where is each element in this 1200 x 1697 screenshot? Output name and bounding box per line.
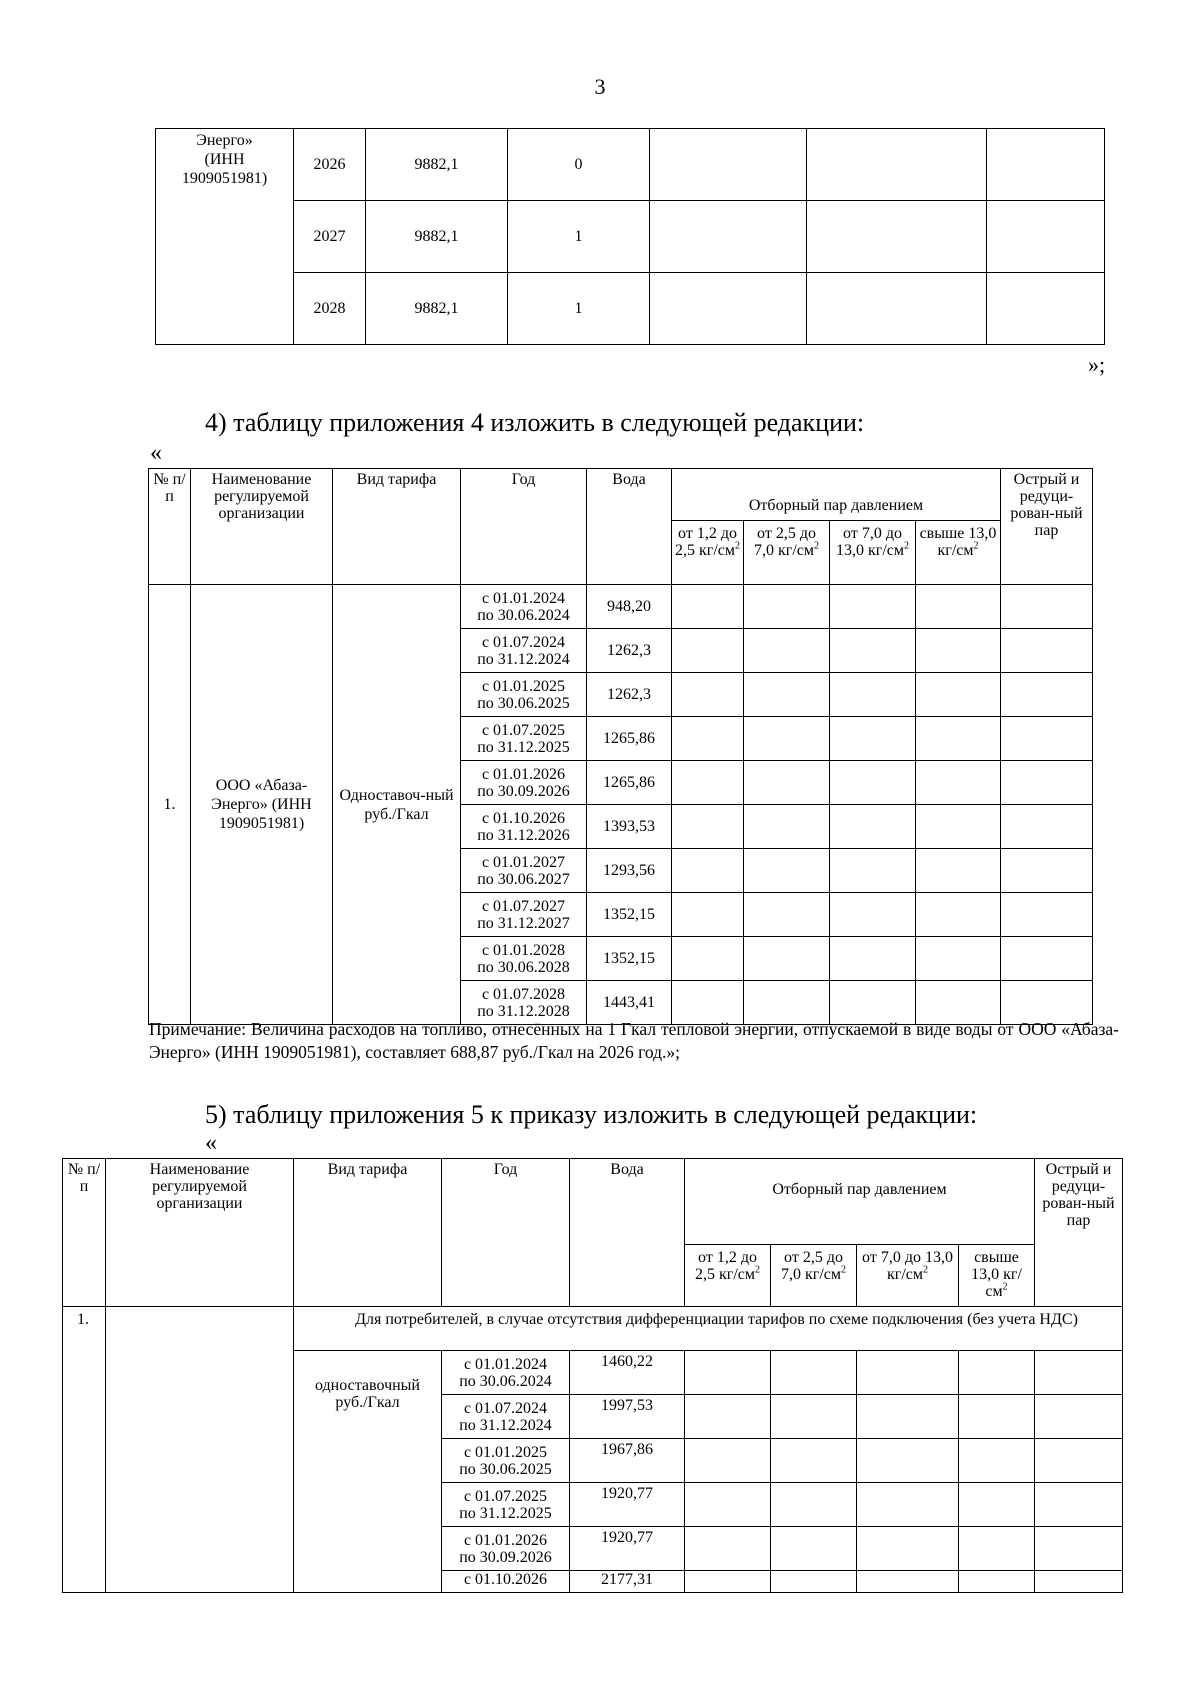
header-pressure-2: от 2,5 до 7,0 $кг/см^2$	[771, 1245, 857, 1307]
period-cell: с 01.01.2026 по 30.09.2026	[461, 761, 587, 805]
water-value: 1997,53	[570, 1395, 685, 1439]
header-num: № п/ п	[63, 1159, 106, 1307]
closing-quote: »;	[1088, 352, 1106, 377]
water-value: 1262,3	[587, 673, 672, 717]
org-name: ООО «Абаза-Энерго» (ИНН 1909051981)	[191, 585, 333, 1025]
header-steam: Отборный пар давлением	[672, 469, 1001, 521]
period-cell: с 01.01.2024 по 30.06.2024	[461, 585, 587, 629]
header-pressure-3: от 7,0 до 13,0 $кг/см^2$	[830, 521, 916, 585]
value-cell: 9882,1	[366, 201, 508, 273]
header-year: Год	[442, 1159, 570, 1307]
header-num: № п/п	[149, 469, 191, 585]
flag-cell: 1	[508, 273, 650, 345]
appendix4-note: Примечание: Величина расходов на топливо, отнесённых на 1 Гкал тепловой энергии, отпускаемой в виде воды от ООО «Абаза-Энерго» (ИНН 1909051981), составляет 688,87 руб./Гкал на 2026 год.»;	[149, 1019, 1119, 1062]
period-cell: с 01.10.2026	[442, 1571, 570, 1593]
value-cell: 9882,1	[366, 273, 508, 345]
header-pressure-4: свыше 13,0 $кг/см^2$	[959, 1245, 1035, 1307]
flag-cell: 1	[508, 201, 650, 273]
section5-heading: 5) таблицу приложения 5 к приказу изложить в следующей редакции:	[205, 1100, 978, 1129]
water-value: 1352,15	[587, 937, 672, 981]
water-value: 1920,77	[570, 1483, 685, 1527]
consumers-note: Для потребителей, в случае отсутствия дифференциации тарифов по схеме подключения (без учета НДС)	[294, 1307, 1123, 1351]
water-value: 1265,86	[587, 717, 672, 761]
water-value: 1443,41	[587, 981, 672, 1025]
period-cell: с 01.07.2025 по 31.12.2025	[461, 717, 587, 761]
header-year: Год	[461, 469, 587, 585]
row-number: 1.	[63, 1307, 106, 1593]
org-name-empty	[106, 1307, 294, 1593]
header-pressure-2: от 2,5 до 7,0 $кг/см^2$	[744, 521, 830, 585]
header-org: Наименование регулируемой организации	[191, 469, 333, 585]
value-cell: 9882,1	[366, 129, 508, 201]
water-value: 1262,3	[587, 629, 672, 673]
period-cell: с 01.01.2027 по 30.06.2027	[461, 849, 587, 893]
header-pressure-3: от 7,0 до 13,0 $кг/см^2$	[857, 1245, 959, 1307]
period-cell: с 01.07.2024 по 31.12.2024	[461, 629, 587, 673]
water-value: 1352,15	[587, 893, 672, 937]
header-tariff-type: Вид тарифа	[294, 1159, 442, 1307]
header-water: Вода	[570, 1159, 685, 1307]
header-pressure-1: от 1,2 до 2,5 $кг/см^2$	[672, 521, 744, 585]
period-cell: с 01.01.2025 по 30.06.2025	[442, 1439, 570, 1483]
header-pressure-4: свыше 13,0 $кг/см^2$	[916, 521, 1001, 585]
water-value: 1460,22	[570, 1351, 685, 1395]
section4-heading: 4) таблицу приложения 4 изложить в следующей редакции:	[205, 408, 865, 437]
period-cell: с 01.07.2027 по 31.12.2027	[461, 893, 587, 937]
appendix4-table	[148, 468, 1093, 1025]
water-value: 1393,53	[587, 805, 672, 849]
period-cell: с 01.01.2024 по 30.06.2024	[442, 1351, 570, 1395]
water-value: 1293,56	[587, 849, 672, 893]
period-cell: с 01.10.2026 по 31.12.2026	[461, 805, 587, 849]
row-number: 1.	[149, 585, 191, 1025]
year-cell: 2026	[294, 129, 366, 201]
period-cell: с 01.07.2028 по 31.12.2028	[461, 981, 587, 1025]
page-number: 3	[594, 74, 606, 99]
header-sharp-steam: Острый и редуци-рован-ный пар	[1001, 469, 1093, 585]
section5-open-quote: «	[205, 1130, 217, 1156]
continuation-table	[155, 128, 1105, 345]
water-value: 2177,31	[570, 1571, 685, 1593]
year-cell: 2028	[294, 273, 366, 345]
water-value: 1920,77	[570, 1527, 685, 1571]
period-cell: с 01.07.2024 по 31.12.2024	[442, 1395, 570, 1439]
period-cell: с 01.01.2028 по 30.06.2028	[461, 937, 587, 981]
water-value: 1967,86	[570, 1439, 685, 1483]
tariff-type: одноставочный руб./Гкал	[294, 1351, 442, 1593]
period-cell: с 01.01.2025 по 30.06.2025	[461, 673, 587, 717]
section4-open-quote: «	[150, 440, 162, 466]
water-value: 948,20	[587, 585, 672, 629]
year-cell: 2027	[294, 201, 366, 273]
header-tariff-type: Вид тарифа	[333, 469, 461, 585]
period-cell: с 01.07.2025 по 31.12.2025	[442, 1483, 570, 1527]
tariff-type: Одноставоч-ный руб./Гкал	[333, 585, 461, 1025]
header-org: Наименование регулируемой организации	[106, 1159, 294, 1307]
appendix5-table	[62, 1158, 1123, 1593]
header-pressure-1: от 1,2 до 2,5 $кг/см^2$	[685, 1245, 771, 1307]
water-value: 1265,86	[587, 761, 672, 805]
header-water: Вода	[587, 469, 672, 585]
header-sharp-steam: Острый и редуци-рован-ный пар	[1035, 1159, 1123, 1307]
period-cell: с 01.01.2026 по 30.09.2026	[442, 1527, 570, 1571]
org-name-fragment: Энерго» (ИНН 1909051981)	[156, 129, 294, 345]
flag-cell: 0	[508, 129, 650, 201]
header-steam: Отборный пар давлением	[685, 1159, 1035, 1245]
